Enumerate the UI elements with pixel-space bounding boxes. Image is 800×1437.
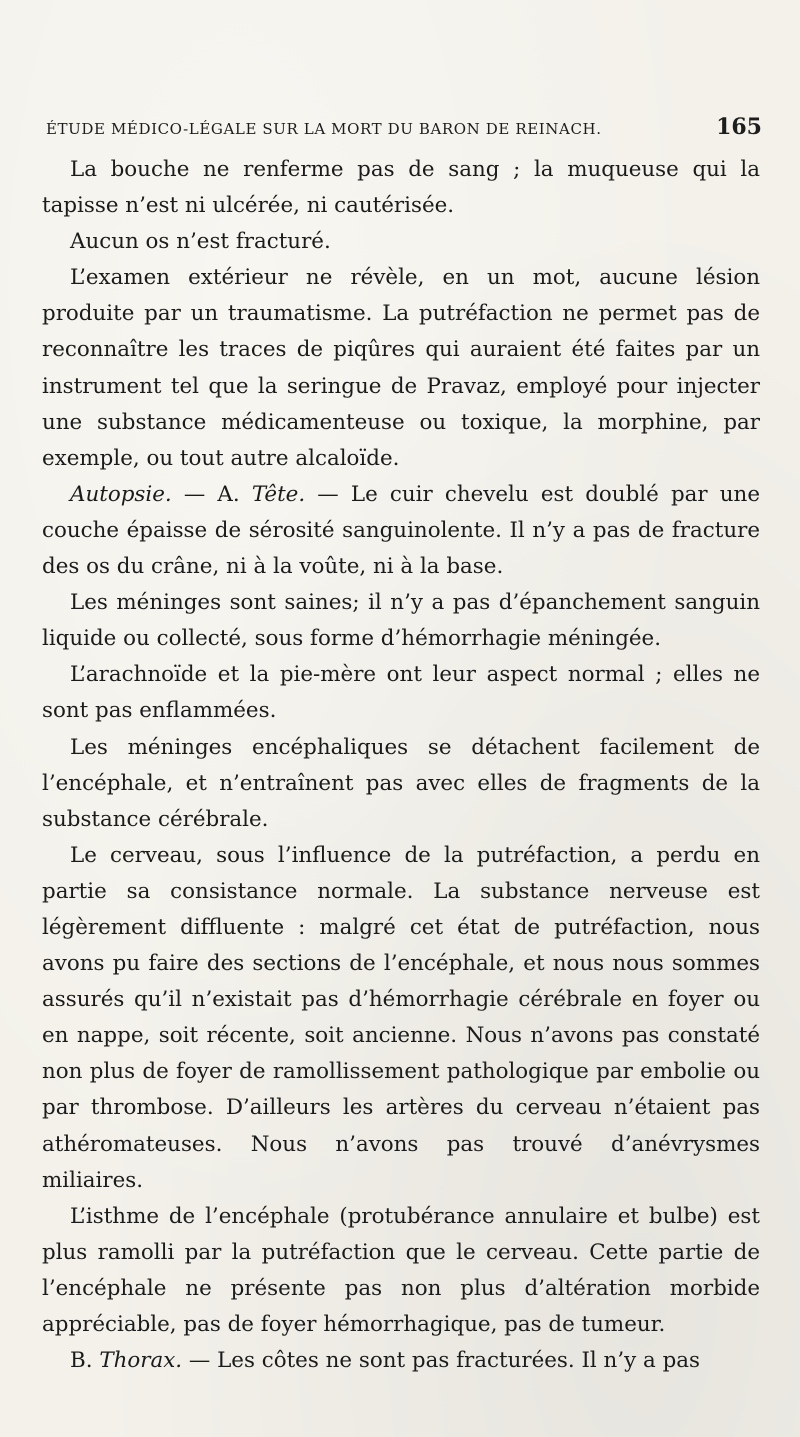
- paragraph: [42, 657, 760, 729]
- paragraph: [42, 1343, 760, 1379]
- page-number: 165: [716, 114, 762, 140]
- paragraph-text: — Les côtes ne sont pas fracturées. Il n’y a pas: [182, 1348, 700, 1374]
- paragraph: [42, 1199, 760, 1343]
- paragraph-text: L’isthme de l’encéphale (protubérance annulaire et bulbe) est plus ramolli par la putréfaction que le cerveau. Cette partie de l’encéphale ne présente pas non plus d’altération morbide appréciable, pas de foyer hémorrhagique, pas de tumeur.: [42, 1203, 760, 1337]
- paragraph-text: Les méninges encéphaliques se détachent facilement de l’encéphale, et n’entraînent pas avec elles de fragments de la substance cérébrale.: [42, 734, 760, 832]
- paragraph: [42, 838, 760, 1199]
- subsection-label: B.: [70, 1348, 100, 1374]
- paragraph: [42, 730, 760, 838]
- paragraph: [42, 152, 760, 224]
- paragraph: [42, 260, 760, 477]
- paragraph: [42, 585, 760, 657]
- paragraph: [42, 477, 760, 585]
- paragraph-text: L’examen extérieur ne révèle, en un mot, aucune lésion produite par un traumatisme. La putréfaction ne permet pas de reconnaître les traces de piqûres qui auraient été faites par un instrument tel que la seringue de Pravaz, employé pour injecter une substance médicamenteuse ou toxique, la morphine, par exemple, ou tout autre alcaloïde.: [42, 265, 760, 471]
- paragraph: [42, 224, 760, 260]
- paragraph-text: Le cerveau, sous l’influence de la putréfaction, a perdu en partie sa consistance normale. La substance nerveuse est légèrement diffluente : malgré cet état de putréfaction, nous avons pu faire des sections de l’encéphale, et nous nous sommes assurés qu’il n’existait pas d’hémorrhagie cérébrale en foyer ou en nappe, soit récente, soit ancienne. Nous n’avons pas constaté non plus de foyer de ramollissement pathologique par embolie ou par thrombose. D’ailleurs les artères du cerveau n’étaient pas athéromateuses. Nous n’avons pas trouvé d’anévrysmes miliaires.: [42, 842, 760, 1193]
- body-text: [42, 152, 760, 1379]
- section-heading: Autopsie.: [70, 481, 172, 507]
- paragraph-text: Aucun os n’est fracturé.: [70, 229, 331, 255]
- subsection-heading: Thorax.: [99, 1348, 183, 1374]
- paragraph-text: — Le cuir chevelu est doublé par une couche épaisse de sérosité sanguinolente. Il n’y a pas de fracture des os du crâne, ni à la voûte, ni à la base.: [42, 481, 760, 580]
- page-header: [46, 114, 762, 144]
- running-title: ÉTUDE MÉDICO-LÉGALE SUR LA MORT DU BARON DE REINACH.: [46, 120, 602, 138]
- paragraph-text: L’arachnoïde et la pie-mère ont leur aspect normal ; elles ne sont pas enflammées.: [42, 662, 760, 724]
- paragraph-text: La bouche ne renferme pas de sang ; la muqueuse qui la tapisse n’est ni ulcérée, ni cautérisée.: [42, 157, 760, 219]
- subsection-heading: Tête.: [251, 481, 306, 507]
- heading-separator: — A.: [171, 481, 252, 507]
- paragraph-text: Les méninges sont saines; il n’y a pas d’épanchement sanguin liquide ou collecté, sous forme d’hémorrhagie méningée.: [42, 590, 760, 652]
